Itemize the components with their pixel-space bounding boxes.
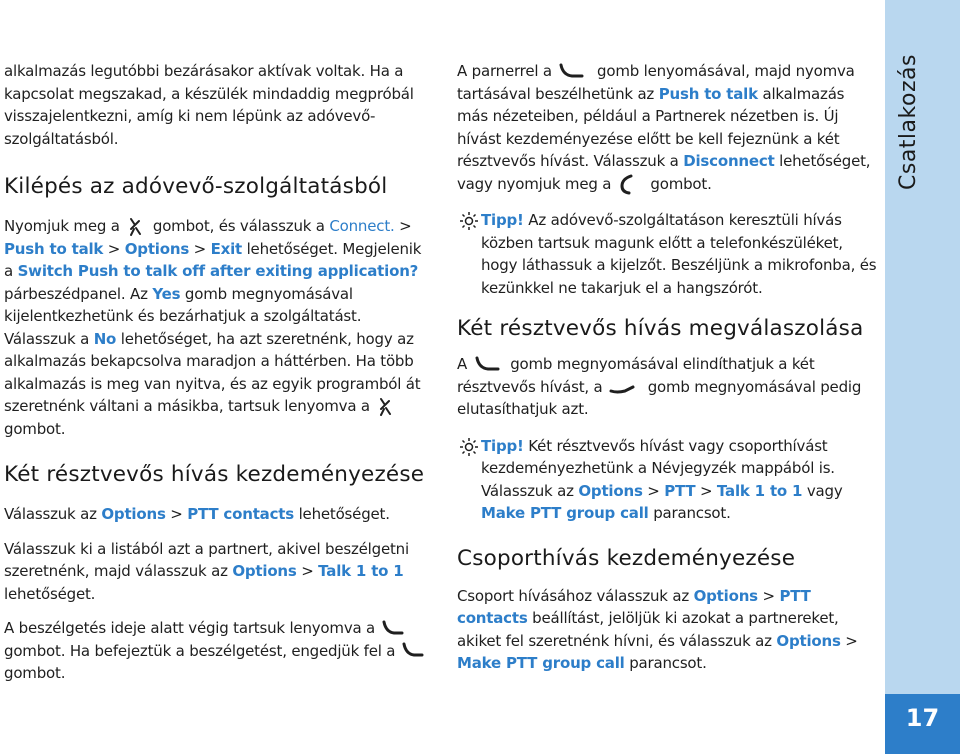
app-push-to-talk: Push to talk xyxy=(658,84,758,103)
text: > xyxy=(103,239,125,258)
menu-make-ptt-group-call: Make PTT group call xyxy=(481,504,649,522)
menu-options: Options xyxy=(776,631,841,650)
text: Két résztvevős hívást vagy csoporthívást kezdeményezhetünk a Névjegyzék mappából is. Válasszuk az xyxy=(481,436,835,500)
menu-options: Options xyxy=(693,586,758,605)
text: > xyxy=(695,481,717,500)
text: > xyxy=(189,239,211,258)
text: alkalmazás más nézeteiben, például a Partnerek nézetben is. Új hívást kezdeményezése előtt be kell fejeznünk a két résztvevős hívást. Válasszuk a xyxy=(457,84,845,170)
text: Válasszuk ki a listából azt a partnert, akivel beszélgetni szeretnénk, majd válasszuk az xyxy=(4,539,409,580)
tip-label: Tipp! xyxy=(481,211,524,229)
heading-exit: Kilépés az adóvevő-szolgáltatásból xyxy=(4,174,388,199)
menu-key-icon xyxy=(374,396,400,418)
tip-bulb-icon xyxy=(459,211,479,238)
text: gombot. xyxy=(4,419,66,438)
text: lehetőséget. xyxy=(294,505,390,523)
text: beállítást, jelöljük ki azokat a partnereket, akiket fel szeretnénk hívni, és válasszuk az xyxy=(457,609,839,650)
menu-ptt-contacts: PTT contacts xyxy=(457,586,811,627)
menu-ptt-contacts: PTT contacts xyxy=(187,505,294,523)
menu-talk-1-to-1: Talk 1 to 1 xyxy=(318,562,404,580)
heading-answer: Két résztvevős hívás megválaszolása xyxy=(457,316,864,341)
text: gombot, és válasszuk a xyxy=(148,217,330,235)
exit-paragraph xyxy=(4,215,434,440)
ptt-key-icon xyxy=(380,618,410,640)
dialog-switch-off: Switch Push to talk off after exiting application? xyxy=(17,262,419,280)
tip-bulb-icon xyxy=(459,437,479,464)
intro-paragraph: alkalmazás legutóbbi bezárásakor aktívak voltak. Ha a kapcsolat megszakad, a készülék mindaddig megpróbál visszajelentkezni, amíg ki nem lépünk az adóvevő-szolgáltatásból. xyxy=(4,62,414,148)
option-yes: Yes xyxy=(152,284,181,303)
menu-ptt: PTT xyxy=(664,481,696,500)
tip-text-2 xyxy=(481,435,877,525)
text: gomb megnyomásával kijelentkezhetünk és bezárhatjuk a szolgáltatást. Válasszuk a xyxy=(4,284,362,348)
heading-two-party: Két résztvevős hívás kezdeményezése xyxy=(4,462,425,487)
menu-options: Options xyxy=(578,481,643,500)
page-number: 17 xyxy=(905,704,940,732)
text: parancsot. xyxy=(648,504,731,522)
tip-box-1 xyxy=(457,209,877,299)
menu-talk-1-to-1: Talk 1 to 1 xyxy=(716,481,803,500)
menu-options: Options xyxy=(124,239,190,258)
menu-exit: Exit xyxy=(210,239,243,258)
text: lehetőséget, ha azt szeretnénk, hogy az alkalmazás bekapcsolva maradjon a háttérben. Ha több alkalmazás is meg van nyitva, és az egyik programból át szeretnénk váltani a másikba, tartsuk lenyomva a xyxy=(4,329,421,415)
text: Nyomjuk meg a xyxy=(4,217,125,235)
text: > xyxy=(165,505,188,523)
menu-options: Options xyxy=(101,505,166,523)
text: A xyxy=(457,355,472,373)
menu-key-icon xyxy=(124,216,148,238)
tip-label: Tipp! xyxy=(481,436,524,455)
call-key-icon xyxy=(472,355,506,375)
menu-make-ptt-group-call: Make PTT group call xyxy=(457,654,625,672)
text: > xyxy=(757,586,780,605)
group-paragraph xyxy=(457,585,877,675)
text: gomb megnyomásával pedig elutasíthatjuk azt. xyxy=(457,377,862,418)
text: Csoport hívásához válasszuk az xyxy=(457,586,694,605)
text: A beszélgetés ideje alatt végig tartsuk lenyomva a xyxy=(4,619,380,637)
right-p1 xyxy=(457,60,877,195)
text: vagy xyxy=(802,481,843,500)
text: lehetőséget. xyxy=(4,584,96,603)
text: gomb lenyomásával, majd nyomva tartásával beszélhetünk az xyxy=(457,62,855,103)
text: párbeszédpanel. Az xyxy=(4,284,153,303)
right-column xyxy=(457,60,877,675)
tip-box-2 xyxy=(457,435,877,525)
end-key-icon xyxy=(616,173,646,195)
menu-options: Options xyxy=(232,562,297,580)
text: > xyxy=(296,562,319,580)
text: gombot. Ha befejeztük a beszélgetést, engedjük fel a xyxy=(4,641,400,660)
text: gombot. xyxy=(4,664,66,682)
menu-connect: Connect. xyxy=(329,217,395,235)
ptt-key-icon xyxy=(400,640,430,662)
text: > xyxy=(840,631,858,650)
text: > xyxy=(642,481,665,500)
end-key-icon xyxy=(607,377,643,397)
menu-push-to-talk: Push to talk xyxy=(4,239,104,258)
chapter-title xyxy=(896,130,924,190)
heading-group: Csoporthívás kezdeményezése xyxy=(457,545,796,571)
two-party-p2 xyxy=(4,538,434,606)
text: lehetőséget, vagy nyomjuk meg a xyxy=(457,152,871,193)
option-no: No xyxy=(93,329,117,348)
two-party-p3 xyxy=(4,617,434,685)
text: lehetőséget. Megjelenik a xyxy=(4,239,422,280)
call-key-icon xyxy=(556,62,592,82)
text: Válasszuk az xyxy=(4,505,102,523)
text: Az adóvevő-szolgáltatáson keresztüli hívás közben tartsuk magunk előtt a telefonkészüléket, hogy láthassuk a kijelzőt. Beszéljünk a mikrofonba, és kezünkkel ne takarjuk el a hangszórót. xyxy=(481,211,877,297)
text: A parnerrel a xyxy=(457,62,557,80)
left-column xyxy=(4,60,434,685)
text: parancsot. xyxy=(624,654,707,672)
two-party-p1 xyxy=(4,503,434,526)
option-disconnect: Disconnect xyxy=(683,152,775,170)
text: gomb megnyomásával elindíthatjuk a két résztvevős hívást, a xyxy=(457,355,815,396)
tip-text-1 xyxy=(481,209,877,299)
answer-paragraph xyxy=(457,353,877,421)
text: > xyxy=(394,217,412,235)
text: gombot. xyxy=(645,174,712,193)
